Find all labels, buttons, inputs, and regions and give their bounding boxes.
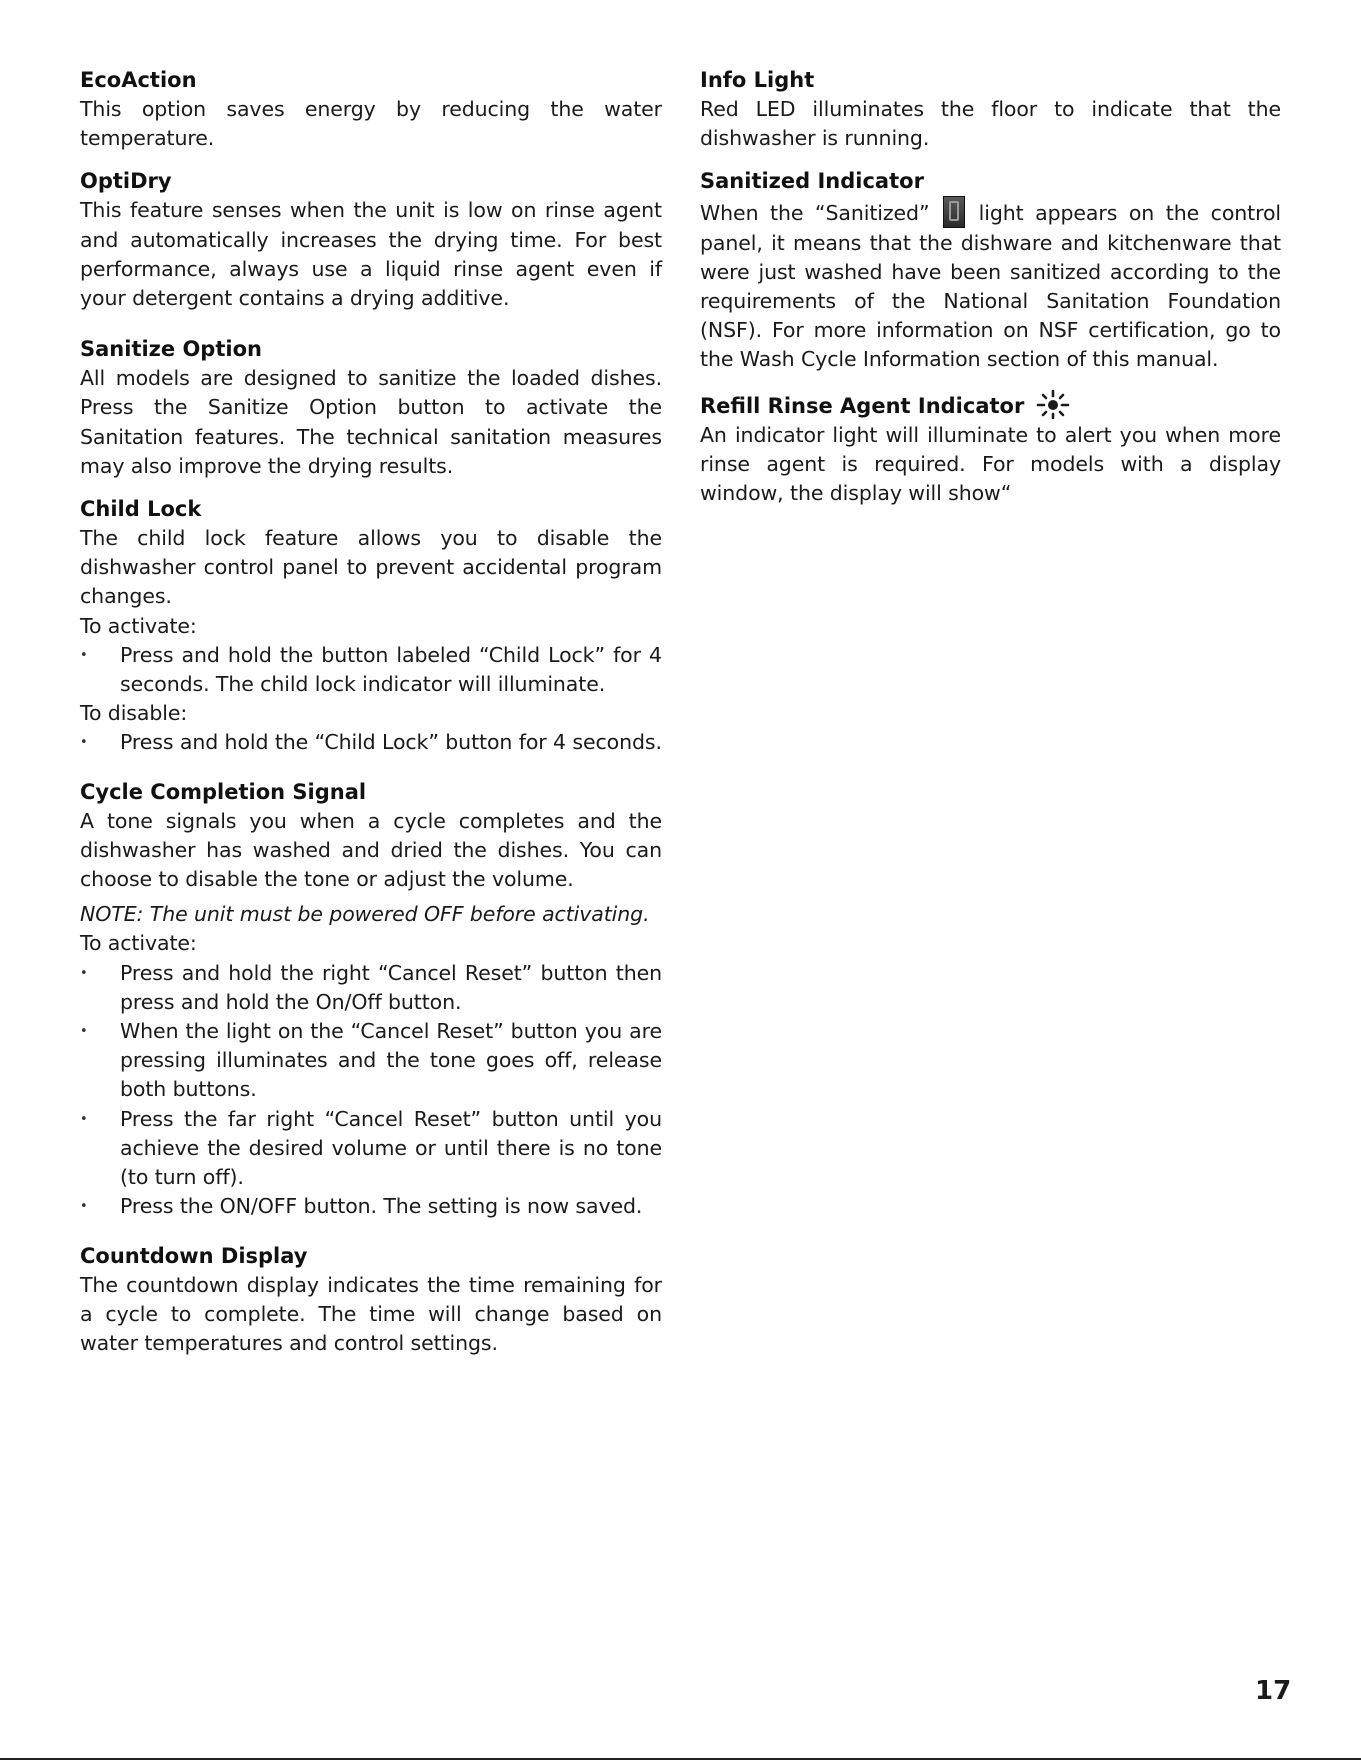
section-cycle-completion [80, 778, 662, 1222]
rinse-text: An indicator light will illuminate to alert you when more rinse agent is required. For models with a display window, the display will show“ [700, 422, 1281, 506]
list-item: • Press the far right “Cancel Reset” button until you achieve the desired volume or until there is no tone (to turn off). [80, 1105, 662, 1193]
sanitize-heading: Sanitize Option [80, 337, 262, 362]
section-ecoaction [80, 66, 662, 153]
sanitized-text [700, 196, 1281, 374]
cycle-text: A tone signals you when a cycle completes and the dishwasher has washed and dried the dishes. You can choose to disable the tone or adjust the volume. [80, 808, 662, 892]
right-column [700, 66, 1281, 522]
section-sanitize-option [80, 335, 662, 481]
info-heading: Info Light [700, 68, 815, 92]
list-item: • Press and hold the button labeled “Child Lock” for 4 seconds. The child lock indicator will illuminate. [80, 641, 662, 699]
section-optidry [80, 167, 662, 313]
childlock-activate-label: To activate: [80, 613, 197, 638]
rinse-heading: Refill Rinse Agent Indicator [700, 393, 1025, 418]
sanitized-text-before: When the “Sanitized” [700, 201, 930, 226]
countdown-text: The countdown display indicates the time remaining for a cycle to complete. The time will change based on water temperatures and control settings. [80, 1272, 662, 1355]
childlock-activate-list [80, 641, 662, 699]
section-sanitized-indicator [700, 167, 1281, 374]
left-column [80, 66, 662, 1372]
ecoaction-heading: EcoAction [80, 68, 197, 92]
cycle-heading: Cycle Completion Signal [80, 779, 367, 804]
page-number: 17 [1255, 1676, 1292, 1706]
childlock-disable-list [80, 728, 662, 757]
section-child-lock [80, 495, 662, 758]
list-item: • Press and hold the “Child Lock” button for 4 seconds. [80, 728, 662, 757]
childlock-disable-label: To disable: [80, 701, 188, 726]
info-text: Red LED illuminates the floor to indicate that the dishwasher is running. [700, 97, 1281, 151]
section-refill-rinse-agent [700, 389, 1281, 509]
cycle-note: NOTE: The unit must be powered OFF before activating. [80, 902, 650, 927]
list-item: • When the light on the “Cancel Reset” button you are pressing illuminates and the tone goes off, release both buttons. [80, 1017, 662, 1105]
childlock-text: The child lock feature allows you to disable the dishwasher control panel to prevent accidental program changes. [80, 526, 662, 609]
sanitized-indicator-icon [943, 196, 965, 228]
optidry-text: This feature senses when the unit is low on rinse agent and automatically increases the drying time. For best performance, always use a liquid rinse agent even if your detergent contains a drying additive. [80, 198, 662, 311]
rinse-heading-line [700, 389, 1281, 421]
cycle-activate-label: To activate: [80, 931, 197, 956]
ecoaction-text: This option saves energy by reducing the water temperature. [80, 97, 662, 151]
rinse-agent-sun-icon [1036, 389, 1070, 419]
childlock-heading: Child Lock [80, 497, 202, 522]
bottom-rule [0, 1758, 1361, 1760]
sanitize-text: All models are designed to sanitize the loaded dishes. Press the Sanitize Option button to activate the Sanitation features. The technical sanitation measures may also improve the drying results. [80, 366, 662, 478]
section-info-light [700, 66, 1281, 153]
section-countdown-display [80, 1242, 662, 1359]
sanitized-heading: Sanitized Indicator [700, 169, 924, 194]
cycle-steps-list [80, 959, 662, 1222]
list-item: • Press and hold the right “Cancel Reset” button then press and hold the On/Off button. [80, 959, 662, 1017]
sanitized-text-after: light appears on the control panel, it means that the dishware and kitchenware that were just washed have been sanitized according to the requirements of the National Sanitation Foundation (NSF). For more information on NSF certification, go to the Wash Cycle Information section of this manual. [700, 201, 1282, 372]
list-item: • Press the ON/OFF button. The setting is now saved. [80, 1192, 662, 1221]
optidry-heading: OptiDry [80, 169, 172, 194]
countdown-heading: Countdown Display [80, 1243, 308, 1268]
